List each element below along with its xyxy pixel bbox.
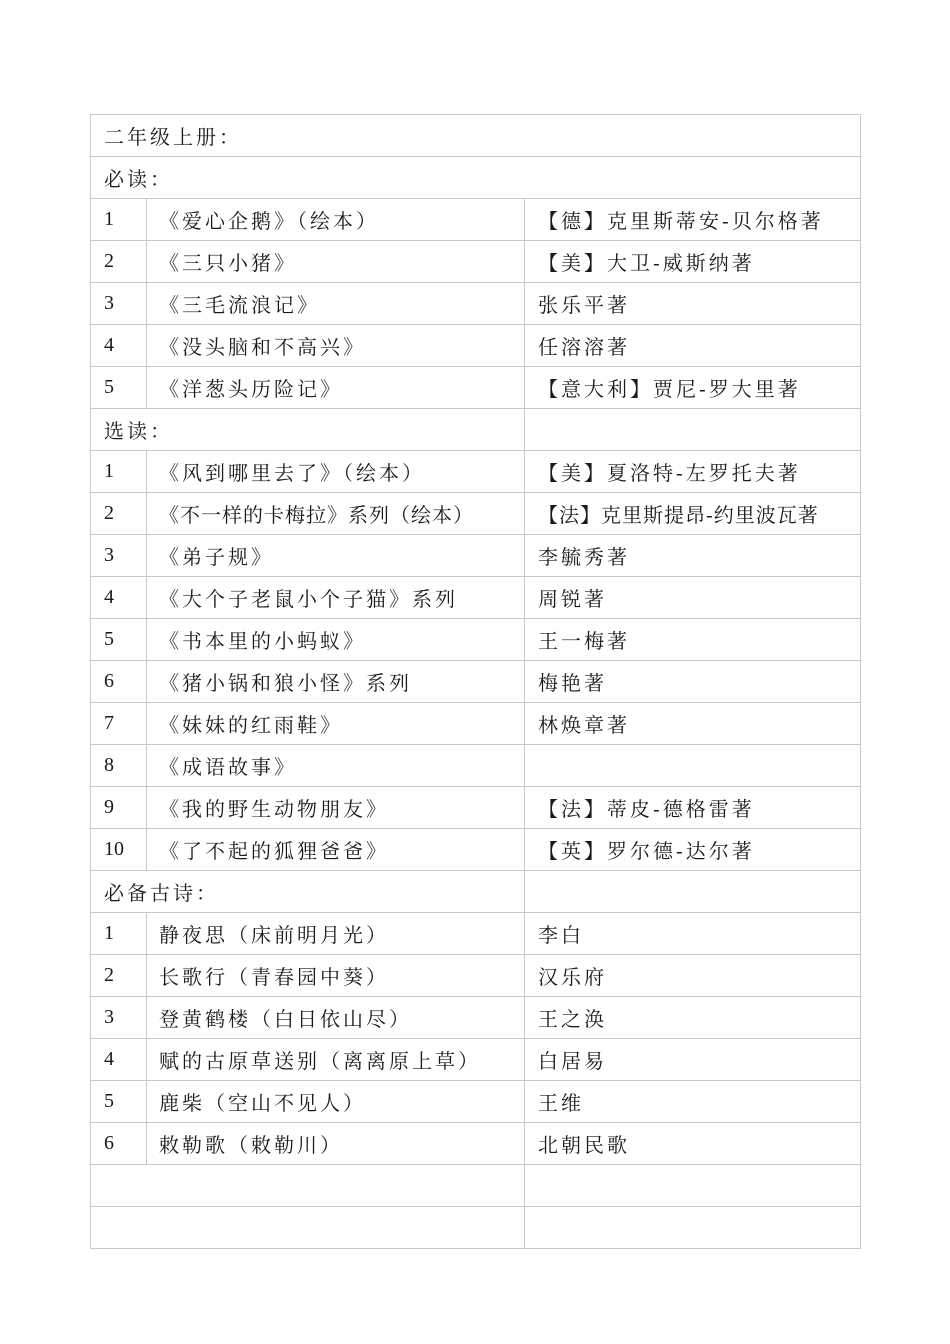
- section-heading-required: 必读：: [91, 157, 861, 199]
- empty-cell: [525, 871, 861, 913]
- reading-list-body: [91, 115, 861, 1249]
- book-author: 任溶溶著: [525, 325, 861, 367]
- empty-cell: [525, 1207, 861, 1249]
- row-number: 3: [91, 535, 147, 577]
- book-author: 【美】夏洛特-左罗托夫著: [525, 451, 861, 493]
- section-optional-row: [91, 409, 861, 451]
- table-row: [91, 577, 861, 619]
- table-row: [91, 997, 861, 1039]
- row-number: 3: [91, 283, 147, 325]
- row-number: 10: [91, 829, 147, 871]
- book-author: 周锐著: [525, 577, 861, 619]
- table-row: [91, 1039, 861, 1081]
- row-number: 7: [91, 703, 147, 745]
- poem-author: 汉乐府: [525, 955, 861, 997]
- page-title: 二年级上册：: [91, 115, 861, 157]
- book-title: 《风到哪里去了》（绘本）: [147, 451, 525, 493]
- section-required-row: [91, 157, 861, 199]
- table-row: [91, 619, 861, 661]
- table-row: [91, 955, 861, 997]
- row-number: 9: [91, 787, 147, 829]
- table-row: [91, 703, 861, 745]
- empty-row: [91, 1207, 861, 1249]
- book-title: 《三毛流浪记》: [147, 283, 525, 325]
- empty-cell: [91, 1207, 525, 1249]
- poem-author: 王维: [525, 1081, 861, 1123]
- book-title: 《没头脑和不高兴》: [147, 325, 525, 367]
- poem-title: 赋的古原草送别（离离原上草）: [147, 1039, 525, 1081]
- book-author: 【英】罗尔德-达尔著: [525, 829, 861, 871]
- row-number: 1: [91, 451, 147, 493]
- poem-title: 静夜思（床前明月光）: [147, 913, 525, 955]
- poem-title: 敕勒歌（敕勒川）: [147, 1123, 525, 1165]
- table-row: [91, 535, 861, 577]
- table-row: [91, 241, 861, 283]
- book-author: 【法】克里斯提昂-约里波瓦著: [525, 493, 861, 535]
- empty-cell: [525, 409, 861, 451]
- row-number: 6: [91, 1123, 147, 1165]
- row-number: 6: [91, 661, 147, 703]
- table-row: [91, 367, 861, 409]
- row-number: 3: [91, 997, 147, 1039]
- section-heading-optional: 选读：: [91, 409, 525, 451]
- table-row: [91, 829, 861, 871]
- book-title: 《弟子规》: [147, 535, 525, 577]
- book-title: 《猪小锅和狼小怪》系列: [147, 661, 525, 703]
- book-author: 【德】克里斯蒂安-贝尔格著: [525, 199, 861, 241]
- table-row: [91, 787, 861, 829]
- section-heading-poems: 必备古诗：: [91, 871, 525, 913]
- book-author: [525, 745, 861, 787]
- book-author: 李毓秀著: [525, 535, 861, 577]
- table-row: [91, 1123, 861, 1165]
- table-row: [91, 745, 861, 787]
- poem-author: 李白: [525, 913, 861, 955]
- table-row: [91, 199, 861, 241]
- book-title: 《三只小猪》: [147, 241, 525, 283]
- table-row: [91, 283, 861, 325]
- table-row: [91, 451, 861, 493]
- book-title: 《成语故事》: [147, 745, 525, 787]
- book-title: 《大个子老鼠小个子猫》系列: [147, 577, 525, 619]
- title-row: [91, 115, 861, 157]
- poem-title: 登黄鹤楼（白日依山尽）: [147, 997, 525, 1039]
- section-poems-row: [91, 871, 861, 913]
- empty-row: [91, 1165, 861, 1207]
- poem-title: 长歌行（青春园中葵）: [147, 955, 525, 997]
- row-number: 1: [91, 913, 147, 955]
- table-row: [91, 1081, 861, 1123]
- empty-cell: [525, 1165, 861, 1207]
- poem-author: 王之涣: [525, 997, 861, 1039]
- row-number: 2: [91, 493, 147, 535]
- row-number: 4: [91, 1039, 147, 1081]
- book-author: 【法】蒂皮-德格雷著: [525, 787, 861, 829]
- table-row: [91, 325, 861, 367]
- row-number: 2: [91, 955, 147, 997]
- book-title: 《我的野生动物朋友》: [147, 787, 525, 829]
- poem-author: 白居易: [525, 1039, 861, 1081]
- book-author: 【意大利】贾尼-罗大里著: [525, 367, 861, 409]
- book-title: 《书本里的小蚂蚁》: [147, 619, 525, 661]
- book-title: 《了不起的狐狸爸爸》: [147, 829, 525, 871]
- table-row: [91, 661, 861, 703]
- book-author: 张乐平著: [525, 283, 861, 325]
- book-author: 【美】大卫-威斯纳著: [525, 241, 861, 283]
- empty-cell: [91, 1165, 525, 1207]
- book-title: 《不一样的卡梅拉》系列（绘本）: [147, 493, 525, 535]
- row-number: 5: [91, 619, 147, 661]
- book-title: 《妹妹的红雨鞋》: [147, 703, 525, 745]
- row-number: 5: [91, 367, 147, 409]
- row-number: 4: [91, 577, 147, 619]
- row-number: 5: [91, 1081, 147, 1123]
- book-author: 王一梅著: [525, 619, 861, 661]
- reading-list-sheet: [90, 114, 860, 1249]
- book-author: 林焕章著: [525, 703, 861, 745]
- book-title: 《洋葱头历险记》: [147, 367, 525, 409]
- book-title: 《爱心企鹅》（绘本）: [147, 199, 525, 241]
- table-row: [91, 493, 861, 535]
- poem-author: 北朝民歌: [525, 1123, 861, 1165]
- reading-list-table: [90, 114, 861, 1249]
- row-number: 2: [91, 241, 147, 283]
- row-number: 1: [91, 199, 147, 241]
- row-number: 4: [91, 325, 147, 367]
- poem-title: 鹿柴（空山不见人）: [147, 1081, 525, 1123]
- table-row: [91, 913, 861, 955]
- row-number: 8: [91, 745, 147, 787]
- book-author: 梅艳著: [525, 661, 861, 703]
